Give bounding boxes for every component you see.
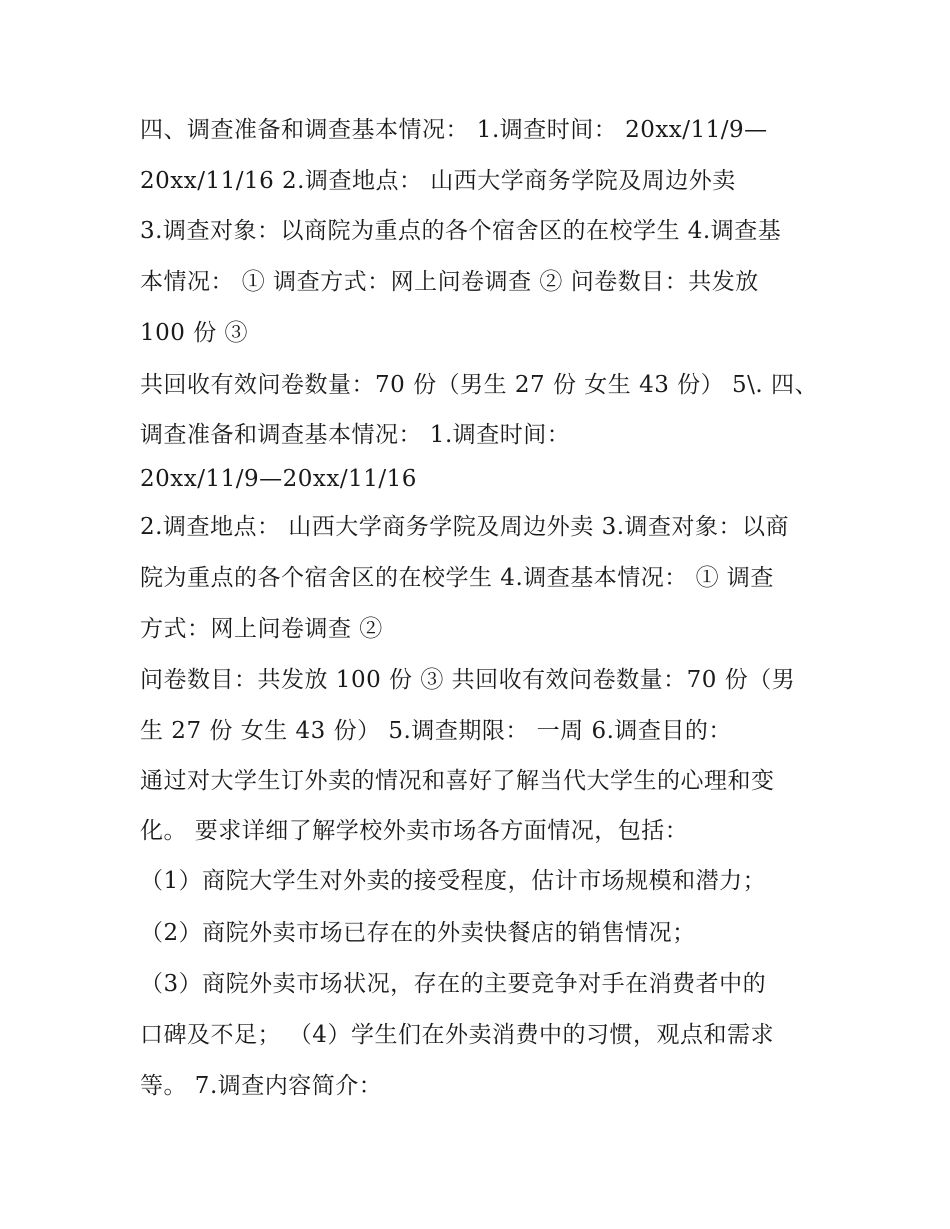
text-line: 本情况： ① 调查方式：网上问卷调查 ② 问卷数目：共发放 (140, 269, 759, 295)
text-line: 20xx/11/16 2.调查地点： 山西大学商务学院及周边外卖 (140, 168, 736, 194)
text-line: 等。 7.调查内容简介： (140, 1073, 383, 1099)
text-line: 问卷数目：共发放 100 份 ③ 共回收有效问卷数量：70 份（男 (140, 667, 796, 693)
text-line: 生 27 份 女生 43 份） 5.调查期限： 一周 6.调查目的： (140, 718, 732, 744)
text-line: 共回收有效问卷数量：70 份（男生 27 份 女生 43 份） 5\. 四、 (140, 372, 818, 398)
text-line: 口碑及不足； （4）学生们在外卖消费中的习惯，观点和需求 (140, 1022, 774, 1048)
text-line: 20xx/11/9—20xx/11/16 (140, 466, 417, 492)
text-line: 2.调查地点： 山西大学商务学院及周边外卖 3.调查对象：以商 (140, 514, 790, 540)
text-line: 方式：网上问卷调查 ② (140, 616, 383, 642)
text-line: 3.调查对象：以商院为重点的各个宿舍区的在校学生 4.调查基 (140, 218, 782, 244)
text-line: （2）商院外卖市场已存在的外卖快餐店的销售情况； (140, 920, 696, 946)
text-line: 院为重点的各个宿舍区的在校学生 4.调查基本情况： ① 调查 (140, 565, 774, 591)
text-line: 化。 要求详细了解学校外卖市场各方面情况，包括： (140, 818, 689, 844)
text-line: 通过对大学生订外卖的情况和喜好了解当代大学生的心理和变 (140, 768, 775, 794)
text-line: （1）商院大学生对外卖的接受程度，估计市场规模和潜力； (140, 868, 767, 894)
text-line: 调查准备和调查基本情况： 1.调查时间： (140, 422, 571, 448)
text-line: 100 份 ③ (140, 320, 249, 346)
text-line: 四、调查准备和调查基本情况： 1.调查时间： 20xx/11/9— (140, 117, 768, 143)
text-line: （3）商院外卖市场状况，存在的主要竞争对手在消费者中的 (140, 971, 767, 997)
